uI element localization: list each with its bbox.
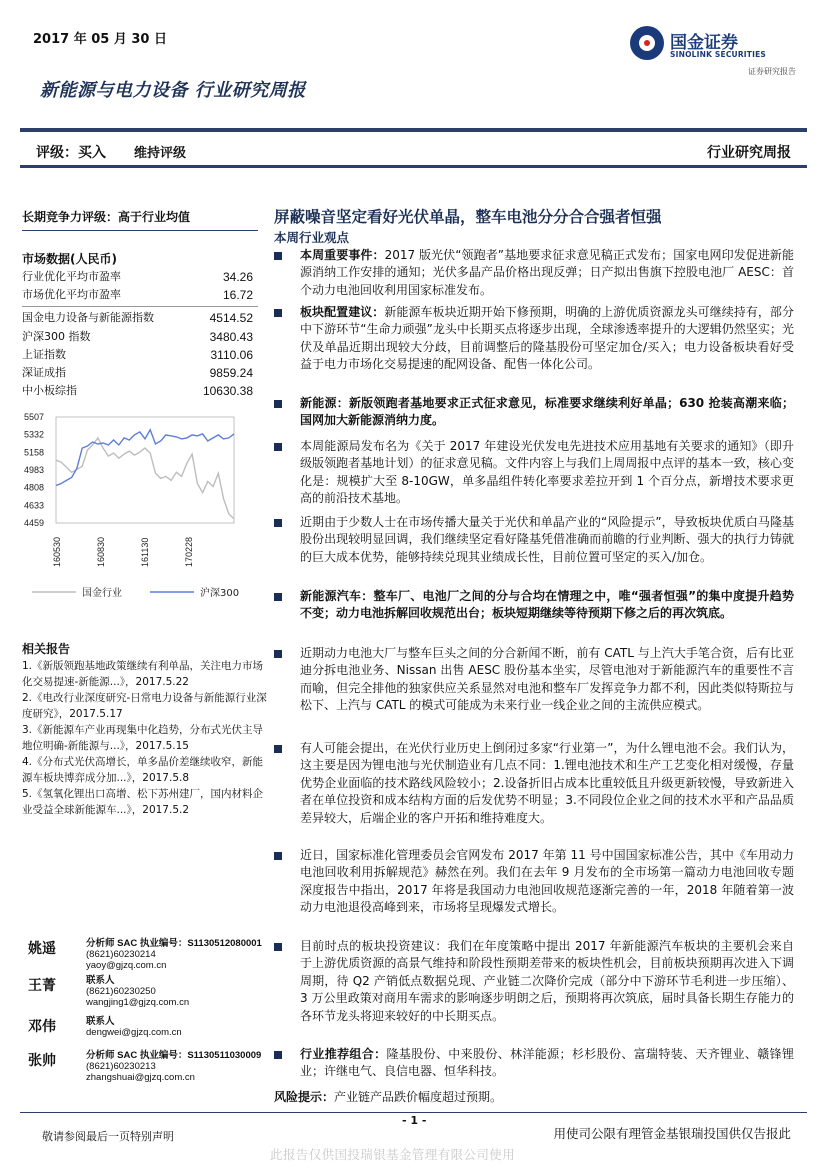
analyst-card: 张帅 分析师 SAC 执业编号：S1130511030009 (8621)60230213 zhangshuai@gjzq.com.cn xyxy=(28,1050,262,1083)
related-report[interactable]: 1.《新版领跑基地政策继续有利单晶，关注电力市场化交易提速-新能源...》，2017.5.22 xyxy=(22,660,264,688)
x-tick-label: 160830 xyxy=(96,536,106,567)
footer-divider xyxy=(20,1112,807,1113)
rating-line xyxy=(36,142,186,162)
bullet-paragraph: 本周能源局发布名为《关于 2017 年建设光伏发电先进技术应用基地有关要求的通知》（即升级版领跑者基地计划）的征求意见稿。文件内容上与我们上周周报中点评的基本一致，核心变化是：规模扩大至 8-10GW，单多晶组件转化率要求差拉开到 1 个百分点，新增技术要求更高的前沿技术基地。 xyxy=(274,438,794,508)
y-tick-label: 5158 xyxy=(24,447,45,458)
section-subtitle: 本周行业观点 xyxy=(274,230,350,245)
logo-cn: 国金证券 xyxy=(670,33,738,53)
analyst-card: 邓伟 联系人 dengwei@gjzq.com.cn xyxy=(28,1016,182,1038)
y-tick-label: 4983 xyxy=(24,465,45,475)
bullet-paragraph: 板块配置建议：新能源车板块近期开始下修预期，明确的上游优质资源龙头可继续持有，部分中下游环节“生命力顽强”龙头中长期买点将逐步出现，全球渗透率提升的大逻辑仍然坚实；光伏及单晶近期出现较大分歧，目前调整后的隆基股份可坚定加仓/买入；电力设备板块看好受益于电力市场化交易提速的配网设备、配售一体化公司。 xyxy=(274,304,794,374)
disclaimer-note: 敬请参阅最后一页特别声明 xyxy=(42,1130,174,1143)
market-data-table xyxy=(22,268,258,400)
bullet-paragraph: 近期动力电池大厂与整车巨头之间的分合新闻不断，前有 CATL 与上汽大手笔合资，后有比亚迪分拆电池业务、Nissan 出售 AESC 股份基本坐实，尽管电池对于新能源汽车的重要性不言而喻，但完全排他的独家供应关系显然对电池和整车厂发挥竞争力都不利，因此类似特斯拉与松下、上汽与 CATL 的模式可能成为未来行业一线企业之间的主流供应模式。 xyxy=(274,645,794,715)
report-type: 行业研究周报 xyxy=(707,145,791,161)
y-tick-label: 5332 xyxy=(24,429,45,440)
market-data-title: 市场数据(人民币) xyxy=(22,252,117,266)
bullet-paragraph: 本周重要事件：2017 版光伏“领跑者”基地要求征求意见稿正式发布；国家电网印发促进新能源消纳工作安排的通知；光伏多晶产品价格出现反弹；日产拟出售旗下控股电池厂 AESC：首个动力电池回收利用国家标准发布。 xyxy=(274,247,794,299)
market-row: 上证指数 3110.06 xyxy=(22,347,253,362)
report-date: 2017 年 05 月 30 日 xyxy=(33,32,167,47)
rating-label: 评级： xyxy=(36,145,78,161)
analyst-card: 王菁 联系人 (8621)60230250 wangjing1@gjzq.com.cn xyxy=(28,975,190,1008)
bullet-paragraph: 行业推荐组合：隆基股份、中来股份、林洋能源；杉杉股份、富瑞特装、天齐锂业、赣锋锂业；许继电气、良信电器、恒华科技。 xyxy=(274,1046,794,1081)
market-row: 市场优化平均市盈率 16.72 xyxy=(22,288,253,303)
related-reports-title: 相关报告 xyxy=(22,642,71,656)
bullet-paragraph: 目前时点的板块投资建议：我们在年度策略中提出 2017 年新能源汽车板块的主要机会来自于上游优质资源的高景气维持和阶段性预期差带来的板块性机会，目前板块预期再次进入下调周期，待 Q2 产销低点数据兑现、产业链二次降价完成（部分中下游环节毛利进一步压缩）、3 万公里政策对商用车需求的影响逐步明朗之后，预期将再次筑底，届时具备长期生存能力的各环节龙头将迎来较好的中长期买点。 xyxy=(274,938,794,1025)
market-row: 沪深300 指数 3480.43 xyxy=(22,329,253,344)
y-tick-label: 4633 xyxy=(24,500,45,511)
market-row: 深证成指 9859.24 xyxy=(22,365,253,380)
bullet-paragraph: 近日，国家标准化管理委员会官网发布 2017 年第 11 号中国国家标准公告，其中《车用动力电池回收利用拆解规范》赫然在列。我们在去年 9 月发布的全市场第一篇动力电池回收专题深度报告中指出，2017 年将是我国动力电池回收规范逐渐完善的一年，2018 年随着第一波动力电池退役高峰到来，市场将呈现爆发式增长。 xyxy=(274,847,794,917)
rating-maintain: 维持评级 xyxy=(134,146,187,161)
risk-note: 风险提示：产业链产品跌价幅度超过预期。 xyxy=(274,1090,503,1104)
series-line xyxy=(56,438,234,519)
second-divider xyxy=(20,165,807,168)
bullet-paragraph: 近期由于少数人士在市场传播大量关于光伏和单晶产业的“风险提示”，导致板块优质白马隆基股份出现较明显回调，我们继续坚定看好隆基凭借准确而前瞻的行业判断、强大的执行力铸就的巨大成本优势，能够持续兑现其业绩成长性，目前位置可坚定的买入/加仓。 xyxy=(274,514,794,566)
sinolink-logo xyxy=(630,26,800,86)
report-series-title: 新能源与电力设备 行业研究周报 xyxy=(40,80,306,101)
market-row: 国金电力设备与新能源指数 4514.52 xyxy=(22,311,253,326)
y-tick-label: 5507 xyxy=(24,412,45,422)
logo-sub: 证券研究报告 xyxy=(748,67,796,76)
page-number: - 1 - xyxy=(402,1114,427,1127)
x-tick-label: 170228 xyxy=(184,536,194,567)
long-term-rating: 长期竞争力评级：高于行业均值 xyxy=(22,210,191,224)
y-tick-label: 4808 xyxy=(24,482,45,493)
logo-en: SINOLINK SECURITIES xyxy=(670,50,767,59)
related-report[interactable]: 5.《氢氧化锂出口高增、松下苏州建厂，国内材料企业受益全球新能源车...》，2017.5.2 xyxy=(22,788,264,816)
analyst-email[interactable]: zhangshuai@gjzq.com.cn xyxy=(86,1072,195,1083)
chart-plot-area xyxy=(56,417,234,523)
watermark: 此报告仅供国投瑞银基金管理有限公司使用 xyxy=(270,1147,516,1162)
market-row: 行业优化平均市盈率 34.26 xyxy=(22,270,253,284)
bullet-paragraph: 新能源：新版领跑者基地要求正式征求意见，标准要求继续利好单晶；630 抢装高潮来临；国网加大新能源消纳力度。 xyxy=(274,395,794,430)
logo-icon xyxy=(630,26,664,60)
analyst-email[interactable]: wangjing1@gjzq.com.cn xyxy=(86,997,190,1008)
series-line xyxy=(56,430,234,486)
bullet-paragraph: 新能源汽车：整车厂、电池厂之间的分与合均在情理之中，唯“强者恒强”的集中度提升趋势不变；动力电池拆解回收规范出台；板块短期继续等待预期下修之后的再次筑底。 xyxy=(274,588,794,623)
usage-notice: 用使司公限有理管金基银瑞投国供仅告报此 xyxy=(553,1126,791,1141)
side-divider xyxy=(22,230,258,231)
related-report[interactable]: 3.《新能源车产业再现集中化趋势，分布式光伏主导地位明确-新能源与...》，2017.5.15 xyxy=(22,724,264,752)
x-tick-label: 161130 xyxy=(140,537,150,567)
top-divider xyxy=(20,128,807,132)
y-tick-label: 4459 xyxy=(24,518,45,528)
rating-value: 买入 xyxy=(78,145,106,161)
headline: 屏蔽噪音坚定看好光伏单晶，整车电池分分合合强者恒强 xyxy=(274,208,662,226)
market-row: 中小板综指 10630.38 xyxy=(22,384,253,399)
analyst-email[interactable]: dengwei@gjzq.com.cn xyxy=(86,1027,182,1038)
bullet-paragraph: 有人可能会提出，在光伏行业历史上倒闭过多家“行业第一”，为什么锂电池不会。我们认为，这主要是因为锂电池与光伏制造业有几点不同：1.锂电池技术和生产工艺变化相对缓慢，存量优势企业面临的技术路线风险较小；2.设备折旧占成本比重较低且升级更新较慢，导致新进入者在单位投资和成本结构方面的后发优势不明显；3.不同段位企业之间的技术水平和产品品质差异较大，后端企业的客户开拓和维持难度大。 xyxy=(274,740,794,827)
legend-label: 沪深300 xyxy=(200,588,240,599)
related-reports xyxy=(22,658,267,818)
legend-label: 国金行业 xyxy=(82,588,122,599)
x-tick-label: 160530 xyxy=(52,536,62,567)
index-chart xyxy=(22,405,258,615)
related-report[interactable]: 4.《分布式光伏高增长，单多晶价差继续收窄，新能源车板块博弈成分加...》，2017.5.8 xyxy=(22,756,264,784)
analyst-card: 姚遥 分析师 SAC 执业编号：S1130512080001 (8621)60230214 yaoy@gjzq.com.cn xyxy=(28,938,262,971)
analyst-email[interactable]: yaoy@gjzq.com.cn xyxy=(86,960,167,971)
related-report[interactable]: 2.《电改行业深度研究-日常电力设备与新能源行业深度研究》，2017.5.17 xyxy=(22,692,267,720)
